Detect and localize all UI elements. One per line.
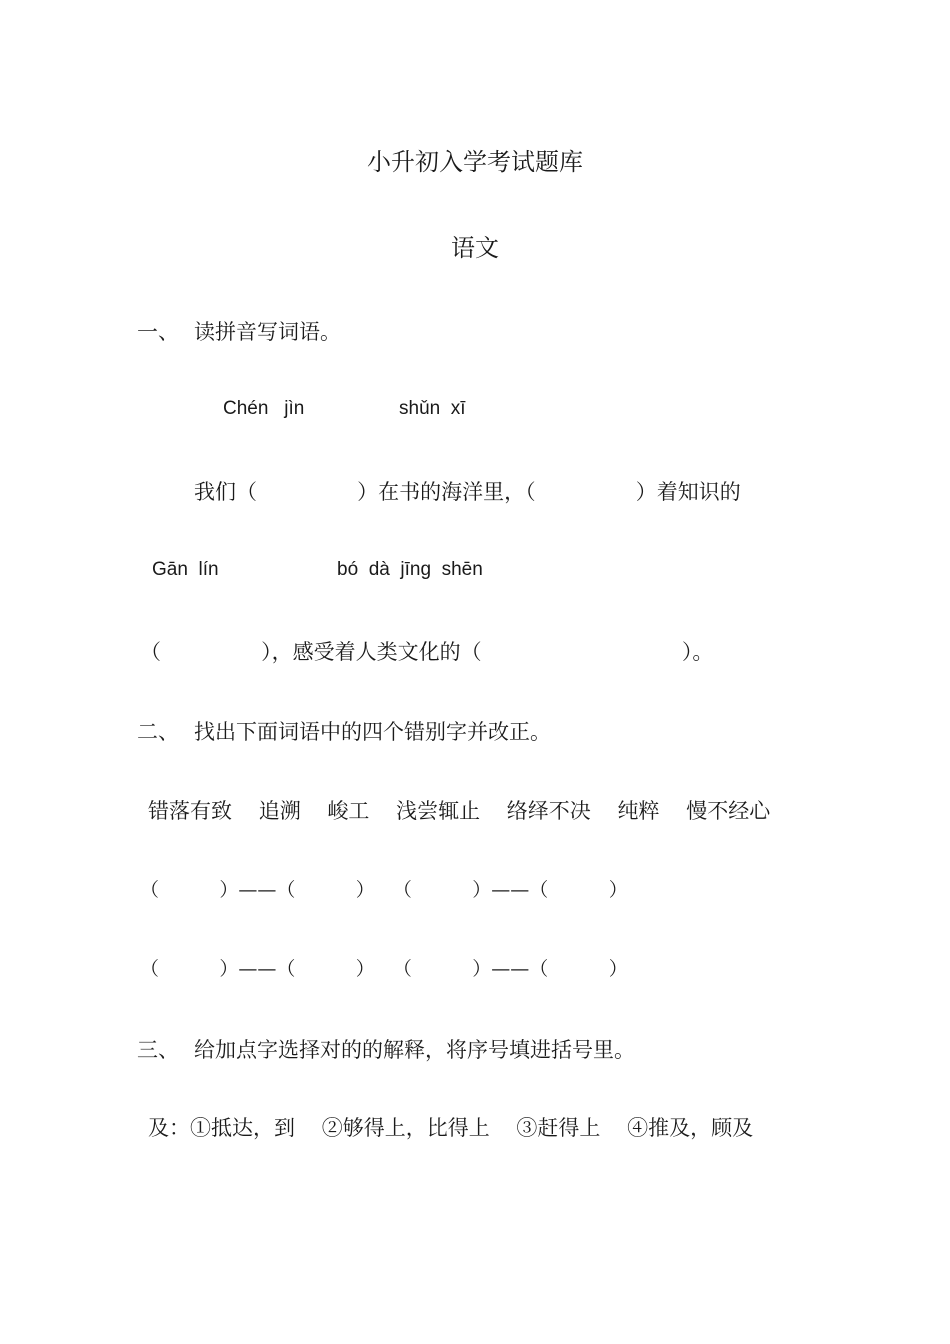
pinyin-ganlin: Gān lín	[152, 559, 219, 580]
subject-title: 语文	[451, 234, 499, 262]
section-2-heading: 找出下面词语中的四个错别字并改正。	[194, 720, 551, 744]
pinyin-chenjin: Chén jìn	[223, 398, 305, 419]
section-1-heading: 读拼音写词语。	[194, 320, 341, 344]
section-1-number: 一、	[137, 320, 179, 344]
document-title: 小升初入学考试题库	[367, 148, 583, 176]
definition-options: 及：①抵达，到 ②够得上，比得上 ③赶得上 ④推及，顾及	[148, 1116, 754, 1140]
pinyin-shunxi: shǔn xī	[399, 398, 466, 419]
correction-blank-row-2: （ ）——（ ） （ ）——（ ）	[140, 958, 628, 980]
section-2-number: 二、	[137, 720, 179, 744]
correction-blank-row-1: （ ）——（ ） （ ）——（ ）	[140, 879, 628, 901]
pinyin-bodajingshen: bó dà jīng shēn	[337, 559, 483, 580]
section-3-heading: 给加点字选择对的的解释，将序号填进括号里。	[194, 1038, 635, 1062]
section-3-number: 三、	[137, 1038, 179, 1062]
word-list: 错落有致 追溯 峻工 浅尝辄止 络绎不决 纯粹 慢不经心	[148, 799, 771, 823]
sentence-line-2: （ ），感受着人类文化的（ ）。	[140, 640, 714, 664]
sentence-line-1: 我们（ ）在书的海洋里，（ ）着知识的	[194, 480, 741, 504]
